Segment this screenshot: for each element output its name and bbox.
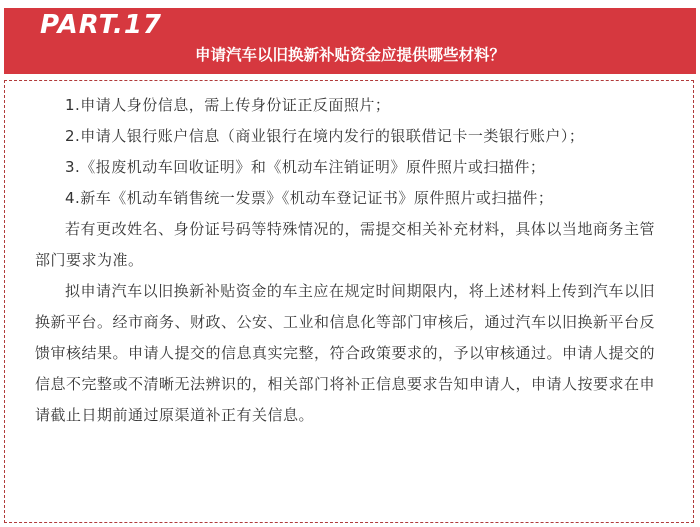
section-title: 申请汽车以旧换新补贴资金应提供哪些材料？	[194, 46, 505, 64]
part-label: PART.17	[40, 10, 163, 40]
paragraph-4: 4.新车《机动车销售统一发票》《机动车登记证书》原件照片或扫描件；	[65, 189, 554, 207]
paragraph-6: 拟申请汽车以旧换新补贴资金的车主应在规定时间期限内，将上述材料上传到汽车以旧换新平台。经市商务、财政、公安、工业和信息化等部门审核后，通过汽车以旧换新平台反馈审核结果。申请人提交的信息真实完整，符合政策要求的，予以审核通过。申请人提交的信息不完整或不清晰无法辨识的，相关部门将补正信息要求告知申请人，申请人按要求在申请截止日期前通过原渠道补正有关信息。	[35, 282, 656, 424]
content-box	[4, 80, 694, 523]
paragraph-1: 1.申请人身份信息，需上传身份证正反面照片；	[65, 96, 391, 114]
header-banner	[4, 8, 696, 74]
content-body	[35, 90, 655, 431]
paragraph-3: 3.《报废机动车回收证明》和《机动车注销证明》原件照片或扫描件；	[65, 158, 546, 176]
paragraph-5: 若有更改姓名、身份证号码等特殊情况的，需提交相关补充材料，具体以当地商务主管部门要求为准。	[35, 220, 655, 269]
paragraph-2: 2.申请人银行账户信息（商业银行在境内发行的银联借记卡一类银行账户）；	[65, 127, 585, 145]
